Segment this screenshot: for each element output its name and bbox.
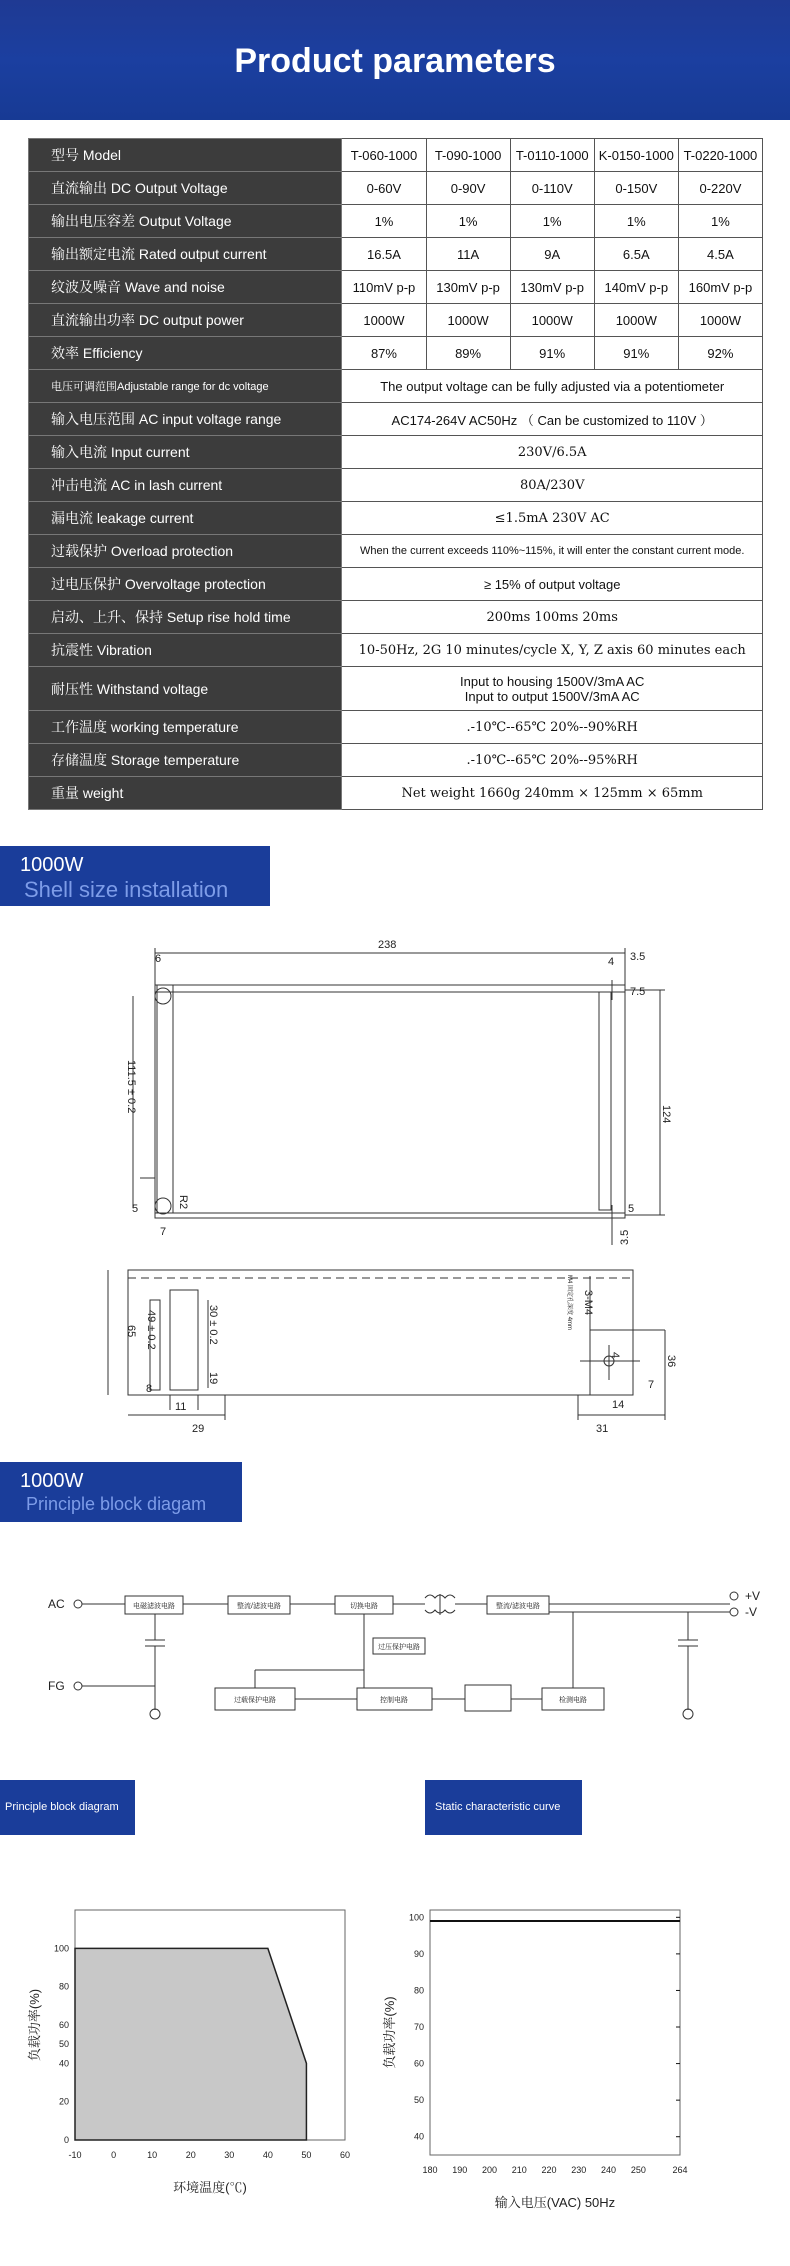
dim-7: 7 — [160, 1226, 167, 1238]
shell-size-tab — [0, 846, 270, 906]
x-tick-label: 200 — [482, 2165, 498, 2175]
param-value: 130mV p-p — [426, 271, 510, 304]
dim-6: 6 — [155, 953, 162, 965]
x-tick-label: -10 — [68, 2150, 82, 2160]
param-value: 92% — [678, 337, 762, 370]
param-row — [29, 436, 763, 469]
x-tick-label: 240 — [601, 2165, 617, 2175]
param-value: 0-110V — [510, 172, 594, 205]
dim-31: 31 — [596, 1423, 609, 1435]
param-value: ≤1.5mA 230V AC — [342, 502, 763, 535]
param-row — [29, 469, 763, 502]
param-value: 110mV p-p — [342, 271, 426, 304]
param-value: T-0220-1000 — [678, 139, 762, 172]
dim-m4-note: M4 固定孔深度 4mm — [566, 1275, 572, 1331]
y-tick-label: 0 — [63, 2135, 69, 2145]
param-row — [29, 711, 763, 744]
param-value: T-060-1000 — [342, 139, 426, 172]
block-emi: 电磁滤波电路 — [133, 1603, 175, 1610]
ac-label: AC — [48, 1597, 65, 1611]
dim-8: 8 — [146, 1383, 153, 1395]
param-label: 过载保护 Overload protection — [29, 535, 342, 568]
param-row — [29, 667, 763, 711]
param-value: 0-90V — [426, 172, 510, 205]
param-label: 存储温度 Storage temperature — [29, 744, 342, 777]
param-label: 冲击电流 AC in lash current — [29, 469, 342, 502]
block-diagram-power: 1000W — [20, 1470, 84, 1492]
y-tick-label: 50 — [413, 2095, 424, 2106]
principle-tab-label: Principle block diagram — [5, 1801, 119, 1813]
dim-7-side: 7 — [648, 1379, 655, 1391]
dim-3-m4: 3-M4 — [582, 1290, 594, 1316]
param-label: 型号 Model — [29, 139, 342, 172]
block-rectifier-1: 整流/滤波电路 — [237, 1603, 281, 1610]
param-value: 91% — [510, 337, 594, 370]
param-value: 91% — [594, 337, 678, 370]
derating-chart — [10, 1890, 370, 2200]
param-row — [29, 502, 763, 535]
param-value — [342, 667, 763, 711]
param-value: 130mV p-p — [510, 271, 594, 304]
header-banner — [0, 0, 790, 120]
param-value: 1000W — [594, 304, 678, 337]
derating-area — [75, 1948, 306, 2140]
param-value: 1000W — [510, 304, 594, 337]
block-rectifier-2: 整流/滤波电路 — [496, 1603, 540, 1610]
param-value: 1% — [594, 205, 678, 238]
y-tick-label: 80 — [58, 1981, 69, 1992]
dim-111-5: 111.5 ± 0.2 — [125, 1060, 137, 1114]
dim-4-side: 4 — [609, 1352, 621, 1359]
dim-14: 14 — [612, 1399, 625, 1411]
param-label: 输出电压容差 Output Voltage — [29, 205, 342, 238]
x-tick-label: 50 — [301, 2150, 312, 2160]
param-row — [29, 271, 763, 304]
block-ovp: 过压保护电路 — [378, 1644, 420, 1651]
param-row — [29, 601, 763, 634]
param-value: 140mV p-p — [594, 271, 678, 304]
param-label: 输出额定电流 Rated output current — [29, 238, 342, 271]
param-value: 0-60V — [342, 172, 426, 205]
y-tick-label: 40 — [58, 2058, 69, 2069]
y-axis-label: 负载功率(%) — [27, 1988, 42, 2062]
param-label: 直流输出功率 DC output power — [29, 304, 342, 337]
param-value: 16.5A — [342, 238, 426, 271]
param-label: 抗震性 Vibration — [29, 634, 342, 667]
dim-19: 19 — [207, 1372, 219, 1385]
param-value: T-090-1000 — [426, 139, 510, 172]
param-value: T-0110-1000 — [510, 139, 594, 172]
param-label: 效率 Efficiency — [29, 337, 342, 370]
param-value: 0-220V — [678, 172, 762, 205]
param-row — [29, 634, 763, 667]
dim-238: 238 — [378, 939, 397, 951]
param-value: 1% — [510, 205, 594, 238]
dim-36: 36 — [665, 1355, 677, 1368]
y-tick-label: 50 — [58, 2039, 69, 2050]
param-value: .-10℃--65℃ 20%--90%RH — [342, 711, 763, 744]
block-diagram — [0, 1570, 790, 1730]
param-value: 1000W — [426, 304, 510, 337]
y-tick-label: 90 — [413, 1948, 424, 1959]
static-curve-chart — [380, 1890, 710, 2210]
param-value: 4.5A — [678, 238, 762, 271]
x-tick-label: 190 — [452, 2165, 468, 2175]
block-diagram-subtitle: Principle block diagam — [26, 1494, 207, 1514]
param-value: .-10℃--65℃ 20%--95%RH — [342, 744, 763, 777]
x-tick-label: 10 — [147, 2150, 158, 2160]
x-tick-label: 40 — [262, 2150, 273, 2160]
param-label: 启动、上升、保持 Setup rise hold time — [29, 601, 342, 634]
param-value: K-0150-1000 — [594, 139, 678, 172]
param-value: 160mV p-p — [678, 271, 762, 304]
dim-124: 124 — [660, 1105, 672, 1124]
shell-size-subtitle: Shell size installation — [24, 877, 229, 902]
x-tick-label: 180 — [422, 2165, 438, 2175]
fg-label: FG — [48, 1679, 65, 1693]
param-value: Net weight 1660g 240mm × 125mm × 65mm — [342, 777, 763, 810]
param-label: 耐压性 Withstand voltage — [29, 667, 342, 711]
param-row — [29, 370, 763, 403]
param-value: 89% — [426, 337, 510, 370]
dim-7-5: 7.5 — [630, 986, 646, 998]
param-row — [29, 139, 763, 172]
block-olp: 过载保护电路 — [234, 1697, 276, 1704]
param-label: 纹波及噪音 Wave and noise — [29, 271, 342, 304]
param-value: 1% — [678, 205, 762, 238]
y-tick-label: 40 — [413, 2131, 424, 2142]
principle-tab — [0, 1780, 135, 1835]
param-value: 1% — [426, 205, 510, 238]
dim-65: 65 — [125, 1325, 137, 1338]
y-axis-label: 负载功率(%) — [382, 1996, 397, 2069]
x-tick-label: 230 — [571, 2165, 587, 2175]
param-row — [29, 205, 763, 238]
param-value: 0-150V — [594, 172, 678, 205]
x-tick-label: 250 — [630, 2165, 646, 2175]
param-row — [29, 777, 763, 810]
y-tick-label: 80 — [413, 1985, 424, 1996]
y-tick-label: 100 — [408, 1912, 424, 1923]
dim-r2: R2 — [177, 1195, 189, 1210]
y-tick-label: 20 — [58, 2096, 69, 2107]
x-axis-label: 环境温度(℃) — [173, 2180, 247, 2195]
param-row — [29, 172, 763, 205]
param-value: 87% — [342, 337, 426, 370]
x-tick-label: 264 — [672, 2165, 688, 2175]
param-label: 输入电流 Input current — [29, 436, 342, 469]
dim-29: 29 — [192, 1423, 205, 1435]
param-value: The output voltage can be fully adjusted via a potentiometer — [342, 370, 763, 403]
static-curve-tab-label: Static characteristic curve — [435, 1801, 561, 1813]
param-value: 9A — [510, 238, 594, 271]
param-row — [29, 337, 763, 370]
x-tick-label: 210 — [511, 2165, 527, 2175]
param-row — [29, 238, 763, 271]
param-label: 工作温度 working temperature — [29, 711, 342, 744]
param-value: 6.5A — [594, 238, 678, 271]
param-label: 输入电压范围 AC input voltage range — [29, 403, 342, 436]
param-row — [29, 535, 763, 568]
dim-49: 49 ± 0.2 — [145, 1310, 157, 1350]
dim-5-left: 5 — [132, 1203, 139, 1215]
param-value: 1000W — [678, 304, 762, 337]
dim-30: 30 ± 0.2 — [207, 1305, 219, 1345]
param-label: 漏电流 leakage current — [29, 502, 342, 535]
param-value: 230V/6.5A — [342, 436, 763, 469]
param-label: 电压可调范围Adjustable range for dc voltage — [29, 370, 342, 403]
parameter-table — [28, 138, 763, 810]
static-curve-tab — [425, 1780, 582, 1835]
param-value: 200ms 100ms 20ms — [342, 601, 763, 634]
dim-3-5-bottom: 3.5 — [619, 1229, 631, 1245]
param-value: When the current exceeds 110%~115%, it will enter the constant current mode. — [342, 535, 763, 568]
param-value-line: Input to housing 1500V/3mA AC — [460, 673, 645, 689]
x-tick-label: 220 — [541, 2165, 557, 2175]
param-label: 直流输出 DC Output Voltage — [29, 172, 342, 205]
dim-3-5-top: 3.5 — [630, 951, 646, 963]
param-value: ≥ 15% of output voltage — [342, 568, 763, 601]
plot-frame — [430, 1910, 680, 2155]
x-tick-label: 0 — [111, 2150, 117, 2160]
minus-v-label: -V — [745, 1605, 757, 1619]
x-tick-label: 20 — [185, 2150, 196, 2160]
param-row — [29, 304, 763, 337]
y-tick-label: 60 — [413, 2058, 424, 2069]
param-value: 11A — [426, 238, 510, 271]
param-value: 1000W — [342, 304, 426, 337]
dim-4: 4 — [608, 956, 615, 968]
y-tick-label: 60 — [58, 2020, 69, 2030]
x-tick-label: 30 — [224, 2150, 235, 2160]
param-value-line: Input to output 1500V/3mA AC — [464, 688, 640, 704]
dim-5-right: 5 — [628, 1203, 635, 1215]
block-switch: 切换电路 — [350, 1603, 378, 1610]
block-diagram-tab — [0, 1462, 242, 1522]
x-axis-label: 输入电压(VAC) 50Hz — [494, 2195, 616, 2210]
y-tick-label: 100 — [53, 1943, 69, 1954]
param-row — [29, 568, 763, 601]
plus-v-label: +V — [745, 1589, 761, 1603]
param-value: 10-50Hz, 2G 10 minutes/cycle X, Y, Z axis 60 minutes each — [342, 634, 763, 667]
shell-drawing — [0, 930, 790, 1450]
param-row — [29, 403, 763, 436]
param-label: 重量 weight — [29, 777, 342, 810]
param-value: 80A/230V — [342, 469, 763, 502]
x-tick-label: 60 — [339, 2150, 351, 2160]
shell-size-power: 1000W — [20, 854, 84, 876]
dim-11: 11 — [175, 1401, 187, 1413]
page-title: Product parameters — [234, 42, 556, 80]
param-row — [29, 744, 763, 777]
y-tick-label: 70 — [413, 2022, 424, 2033]
block-detect: 检测电路 — [559, 1697, 587, 1704]
block-control: 控制电路 — [380, 1697, 408, 1704]
param-label: 过电压保护 Overvoltage protection — [29, 568, 342, 601]
param-value: AC174-264V AC50Hz （ Can be customized to 110V ） — [342, 403, 763, 436]
param-value: 1% — [342, 205, 426, 238]
